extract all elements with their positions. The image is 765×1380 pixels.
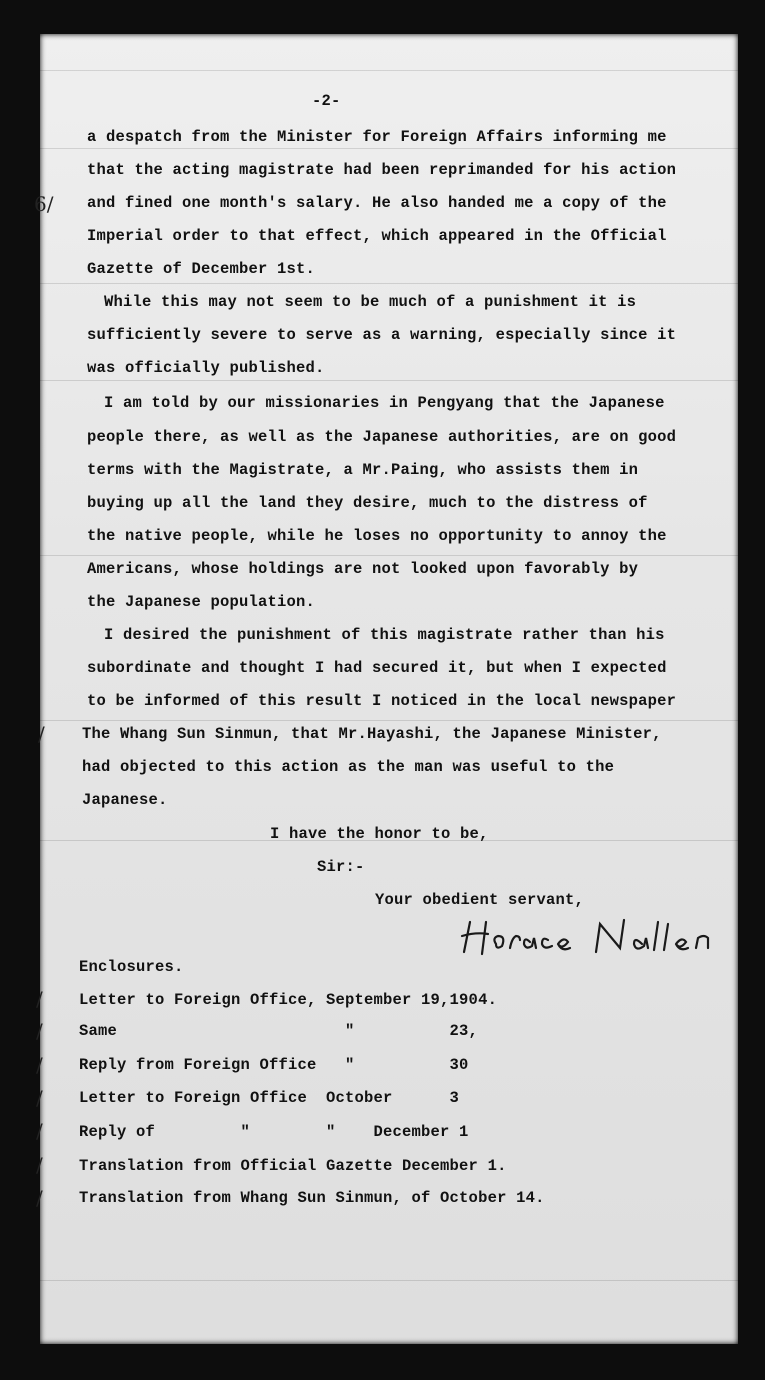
body-line: had objected to this action as the man was useful to the	[82, 758, 615, 776]
margin-mark: 6/	[34, 192, 54, 216]
margin-mark: /	[36, 987, 43, 1011]
body-line: I am told by our missionaries in Pengyang that the Japanese	[104, 394, 665, 412]
margin-mark: /	[36, 1019, 43, 1043]
body-line: buying up all the land they desire, much to the distress of	[87, 494, 648, 512]
body-line: a despatch from the Minister for Foreign Affairs informing me	[87, 128, 667, 146]
body-line: people there, as well as the Japanese authorities, are on good	[87, 428, 677, 446]
enclosure-item: Reply from Foreign Office " 30	[79, 1056, 469, 1074]
margin-mark: /	[36, 1086, 43, 1110]
body-line: was officially published.	[87, 359, 325, 377]
paper-rule	[40, 555, 738, 556]
paper-rule	[40, 148, 738, 149]
body-line: Japanese.	[82, 791, 168, 809]
closing-honor: I have the honor to be,	[270, 825, 489, 843]
body-line: Americans, whose holdings are not looked upon favorably by	[87, 560, 639, 578]
body-line: Gazette of December 1st.	[87, 260, 316, 278]
margin-mark: /	[36, 1119, 43, 1143]
enclosure-item: Translation from Official Gazette December 1.	[79, 1157, 507, 1175]
paper-rule	[40, 720, 738, 721]
enclosure-item: Same " 23,	[79, 1022, 479, 1040]
enclosure-item: Translation from Whang Sun Sinmun, of October 14.	[79, 1189, 545, 1207]
body-line: the native people, while he loses no opportunity to annoy the	[87, 527, 667, 545]
body-line: While this may not seem to be much of a punishment it is	[104, 293, 637, 311]
body-line: terms with the Magistrate, a Mr.Paing, who assists them in	[87, 461, 639, 479]
paper-rule	[40, 380, 738, 381]
paper-rule	[40, 283, 738, 284]
body-line: to be informed of this result I noticed in the local newspaper	[87, 692, 677, 710]
body-line: sufficiently severe to serve as a warning, especially since it	[87, 326, 677, 344]
closing-salutation: Sir:-	[317, 858, 365, 876]
margin-mark: /	[36, 1053, 43, 1077]
page-number: -2-	[312, 92, 341, 110]
enclosures-heading: Enclosures.	[79, 958, 184, 976]
enclosure-item: Reply of " " December 1	[79, 1123, 469, 1141]
enclosure-item: Letter to Foreign Office, September 19,1904.	[79, 991, 498, 1009]
body-line: the Japanese population.	[87, 593, 316, 611]
body-line: I desired the punishment of this magistrate rather than his	[104, 626, 665, 644]
body-line: Imperial order to that effect, which appeared in the Official	[87, 227, 667, 245]
margin-mark: /	[36, 1153, 43, 1177]
closing-valediction: Your obedient servant,	[375, 891, 585, 909]
body-line: and fined one month's salary. He also handed me a copy of the	[87, 194, 667, 212]
paper-rule	[40, 1280, 738, 1281]
paper-rule	[40, 70, 738, 71]
handwritten-signature	[458, 914, 733, 964]
body-line: that the acting magistrate had been reprimanded for his action	[87, 161, 677, 179]
margin-mark: /	[38, 722, 45, 746]
body-line: The Whang Sun Sinmun, that Mr.Hayashi, the Japanese Minister,	[82, 725, 662, 743]
margin-mark: /	[36, 1186, 43, 1210]
enclosure-item: Letter to Foreign Office October 3	[79, 1089, 460, 1107]
body-line: subordinate and thought I had secured it, but when I expected	[87, 659, 667, 677]
